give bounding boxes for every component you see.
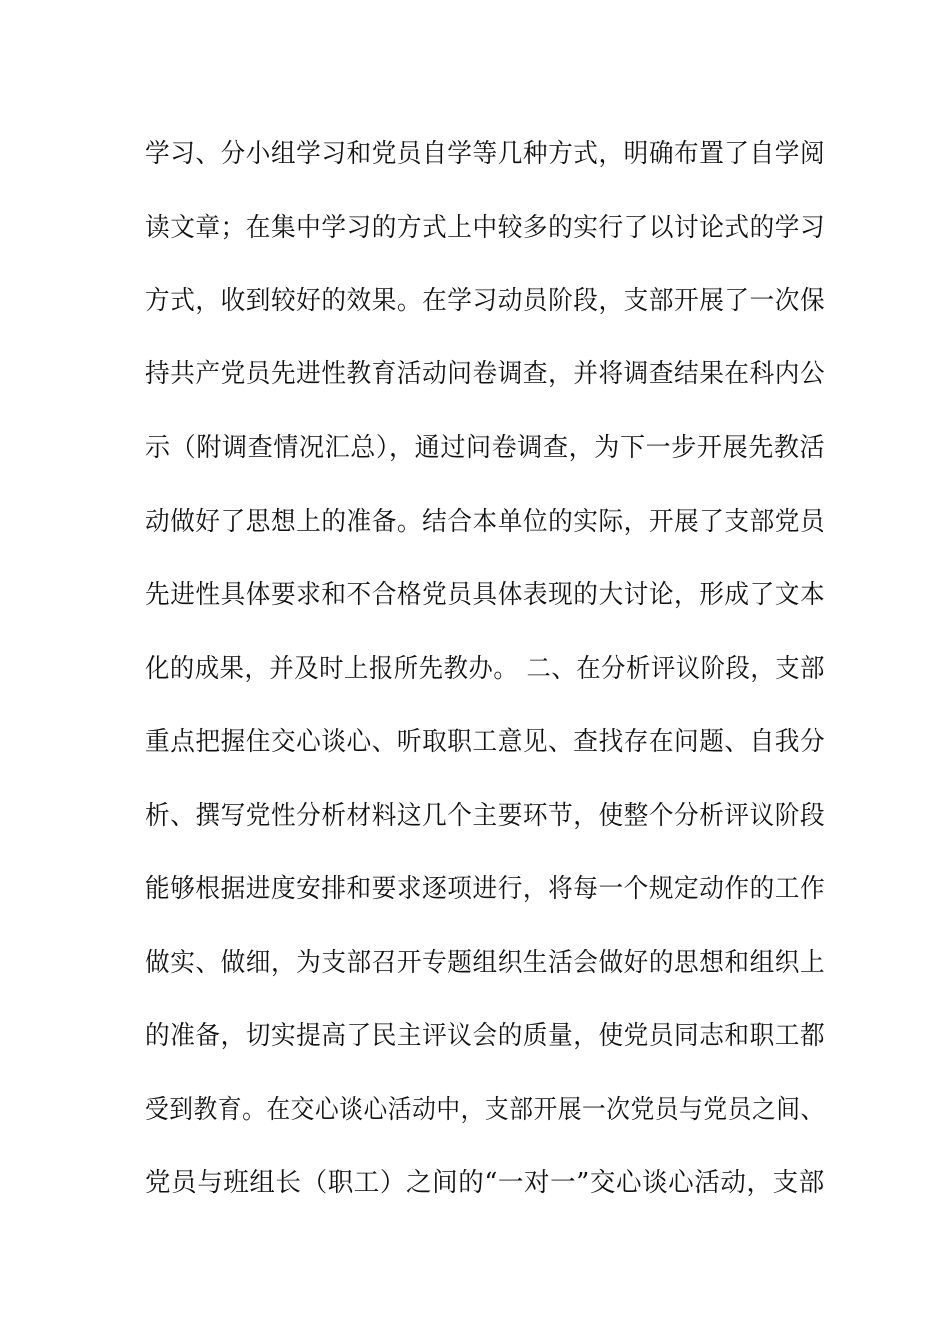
text-line: 动做好了思想上的准备。结合本单位的实际，开展了支部党员 [145, 507, 826, 537]
text-line: 示（附调查情况汇总），通过问卷调查，为下一步开展先教活 [145, 433, 826, 463]
text-line: 先进性具体要求和不合格党员具体表现的大讨论，形成了文本 [145, 580, 826, 610]
text-line: 党员与班组长（职工）之间的“一对一”交心谈心活动，支部 [145, 1168, 825, 1198]
text-line: 析、撰写党性分析材料这几个主要环节，使整个分析评议阶段 [145, 801, 826, 831]
text-line: 方式，收到较好的效果。在学习动员阶段，支部开展了一次保 [145, 286, 826, 316]
text-line: 持共产党员先进性教育活动问卷调查，并将调查结果在科内公 [145, 359, 826, 389]
text-line: 学习、分小组学习和党员自学等几种方式，明确布置了自学阅 [145, 139, 826, 169]
text-line: 做实、做细，为支部召开专题组织生活会做好的思想和组织上 [145, 948, 826, 978]
text-line: 能够根据进度安排和要求逐项进行，将每一个规定动作的工作 [145, 874, 826, 904]
text-line: 受到教育。在交心谈心活动中，支部开展一次党员与党员之间、 [145, 1095, 825, 1125]
text-line: 重点把握住交心谈心、听取职工意见、查找存在问题、自我分 [145, 727, 826, 757]
text-line: 读文章；在集中学习的方式上中较多的实行了以讨论式的学习 [145, 213, 826, 243]
text-line: 化的成果，并及时上报所先教办。 二、在分析评议阶段，支部 [145, 654, 826, 684]
text-line: 的准备，切实提高了民主评议会的质量，使党员同志和职工都 [145, 1021, 826, 1051]
